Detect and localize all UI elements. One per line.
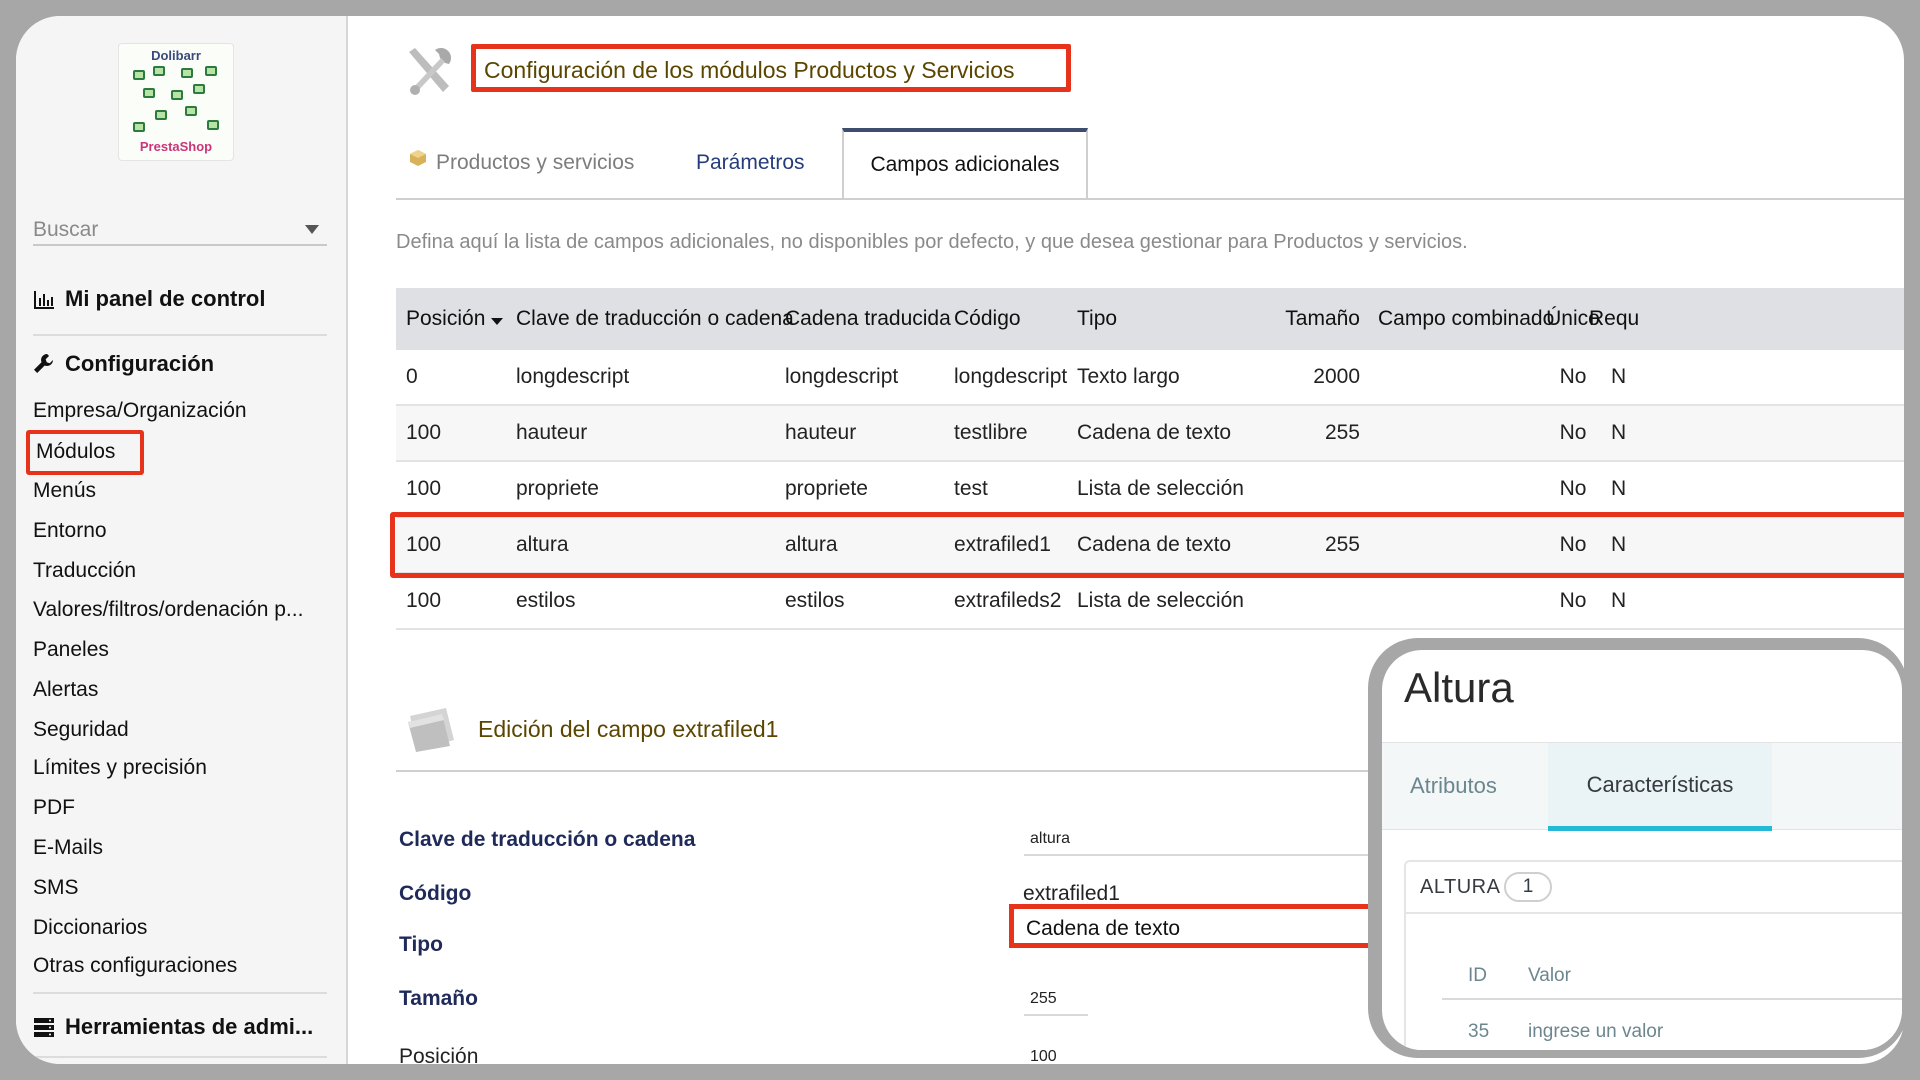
header-unique[interactable]: Único [1546,307,1600,330]
cell-code: test [954,477,988,500]
table-row[interactable] [396,462,1904,518]
header-translated-string[interactable]: Cadena traducida [785,307,951,330]
page-title-highlight [471,44,1071,92]
table-row[interactable] [396,406,1904,462]
folder-icon [406,706,458,754]
cell-unique: No [1559,589,1587,612]
sidebar-item-menus[interactable]: Menús [33,479,97,502]
sidebar-item-alerts[interactable]: Alertas [33,678,99,701]
company-logo[interactable] [118,43,234,161]
sidebar-item-boxes[interactable]: Paneles [33,638,109,661]
search-select[interactable] [33,208,327,246]
cell-size [1256,574,1360,628]
cell-type: Lista de selección [1077,477,1244,500]
position-input[interactable]: 100 [1024,1048,1088,1064]
cell-key: altura [516,533,569,556]
dashboard-label: Mi panel de control [65,286,266,311]
sidebar-divider [33,992,327,994]
cell-translated: estilos [785,589,845,612]
cell-required: N [1611,589,1627,612]
tab-features[interactable] [1548,743,1772,831]
cell-translated: hauteur [785,421,857,444]
logo-sub-text: PrestaShop [139,139,213,154]
count-badge: 1 [1504,872,1552,902]
label-translation-key: Clave de traducción o cadena [399,828,696,851]
page-title: Configuración de los módulos Productos y Servicios [484,57,1015,83]
configuration-label: Configuración [65,351,215,376]
card-header [1406,862,1902,914]
cell-required: N [1611,365,1627,388]
column-id[interactable]: ID [1468,965,1487,986]
intro-text: Defina aquí la lista de campos adicionales, no disponibles por defecto, y que desea gestionar para Productos y servicios. [396,231,1468,253]
sidebar-admin-tools[interactable] [33,1014,313,1040]
tab-extra-fields-label: Campos adicionales [870,153,1060,176]
type-select-value: Cadena de texto [1026,917,1181,940]
sidebar-item-company[interactable]: Empresa/Organización [33,399,247,422]
tab-attributes[interactable]: Atributos [1410,773,1497,798]
cell-required: N [1611,421,1627,444]
sidebar-item-environment[interactable]: Entorno [33,519,107,542]
tools-icon [401,44,457,100]
tab-features-label: Características [1586,771,1734,797]
cell-type: Cadena de texto [1077,421,1232,444]
cell-unique: No [1559,421,1587,444]
tab-parameters-label: Parámetros [696,151,805,174]
server-icon [33,1017,55,1037]
cell-code: longdescript [954,365,1068,388]
cell-type: Lista de selección [1077,589,1244,612]
cell-size: 255 [1324,533,1360,556]
box-icon [408,148,428,168]
tab-extra-fields[interactable] [842,128,1088,198]
sidebar-item-other-setup[interactable]: Otras configuraciones [33,954,238,977]
sidebar-configuration[interactable] [33,351,214,377]
cell-key: hauteur [516,421,588,444]
header-size[interactable]: Tamaño [1285,307,1360,330]
tab-products-services-label: Productos y servicios [436,151,635,174]
code-value: extrafiled1 [1023,882,1120,905]
label-size: Tamaño [399,987,478,1010]
logo-brand-text: Dolibarr [151,48,201,63]
cell-translated: propriete [785,477,868,500]
sidebar-divider [33,334,327,336]
header-translation-key[interactable]: Clave de traducción o cadena [516,307,794,330]
header-computed-field[interactable]: Campo combinado [1378,307,1555,330]
sidebar-item-default-values[interactable]: Valores/filtros/ordenación p... [33,598,304,621]
cell-position: 100 [406,589,442,612]
card-title: ALTURA [1420,876,1501,898]
cell-position: 0 [406,365,418,388]
cell-unique: No [1559,365,1587,388]
sidebar-item-pdf[interactable]: PDF [33,796,75,819]
edit-section-title: Edición del campo extrafiled1 [478,716,779,742]
cell-translated: longdescript [785,365,899,388]
edit-divider [396,770,1386,772]
cell-required: N [1611,533,1627,556]
sidebar [16,16,348,1064]
cell-type: Cadena de texto [1077,533,1232,556]
prestashop-inset [1382,650,1902,1050]
cell-code: testlibre [954,421,1028,444]
sidebar-item-security[interactable]: Seguridad [33,718,129,741]
cell-position: 100 [406,421,442,444]
inset-tabs [1382,742,1902,830]
cell-key: propriete [516,477,599,500]
chart-icon [33,289,55,309]
cell-key: longdescript [516,365,630,388]
sort-desc-icon[interactable] [491,318,503,325]
cell-key: estilos [516,589,576,612]
feature-values-card [1404,860,1902,1050]
chevron-down-icon[interactable] [305,225,319,234]
label-type: Tipo [399,933,443,956]
header-position[interactable]: Posición [406,288,503,350]
translation-key-input[interactable]: altura [1024,830,1370,856]
table-row[interactable] [396,574,1904,630]
tab-parameters[interactable] [696,128,805,198]
cell-translated: altura [785,533,838,556]
sidebar-item-dictionaries[interactable]: Diccionarios [33,916,148,939]
sidebar-divider [33,1056,327,1058]
cell-size: 2000 [1313,365,1360,388]
sidebar-item-translation[interactable]: Traducción [33,559,137,582]
sidebar-item-emails[interactable]: E-Mails [33,836,104,859]
wrench-icon [33,353,55,375]
header-code[interactable]: Código [954,307,1021,330]
row-highlight [390,512,1904,578]
cell-position: 100 [406,533,442,556]
tabs-divider [396,198,1904,200]
cell-position: 100 [406,477,442,500]
size-input[interactable]: 255 [1024,990,1088,1016]
label-code: Código [399,882,472,905]
cell-size: 255 [1324,421,1360,444]
cell-code: extrafiled1 [954,533,1051,556]
sidebar-item-sms[interactable]: SMS [33,876,79,899]
cell-type: Texto largo [1077,365,1180,388]
sidebar-item-limits[interactable]: Límites y precisión [33,756,207,779]
card-divider [1442,998,1902,1000]
value-text: ingrese un valor [1528,1021,1664,1042]
cell-unique: No [1559,533,1587,556]
label-position: Posición [399,1045,479,1064]
header-required[interactable]: Requ [1589,307,1640,330]
table-header [396,288,1904,350]
cell-unique: No [1559,477,1587,500]
type-select[interactable] [1009,904,1389,948]
cell-required: N [1611,477,1627,500]
sidebar-item-modules[interactable]: Módulos [26,430,144,475]
extrafields-table [396,288,1904,630]
value-id: 35 [1468,1021,1490,1042]
column-value[interactable]: Valor [1528,965,1571,986]
table-row[interactable] [396,350,1904,406]
tab-products-services[interactable] [408,128,634,198]
cell-size [1256,462,1360,516]
header-type[interactable]: Tipo [1077,307,1118,330]
sidebar-dashboard[interactable] [33,286,265,312]
cell-code: extrafileds2 [954,589,1062,612]
feature-title: Altura [1404,664,1514,711]
search-placeholder: Buscar [33,218,99,241]
admin-tools-label: Herramientas de admi... [65,1014,314,1039]
